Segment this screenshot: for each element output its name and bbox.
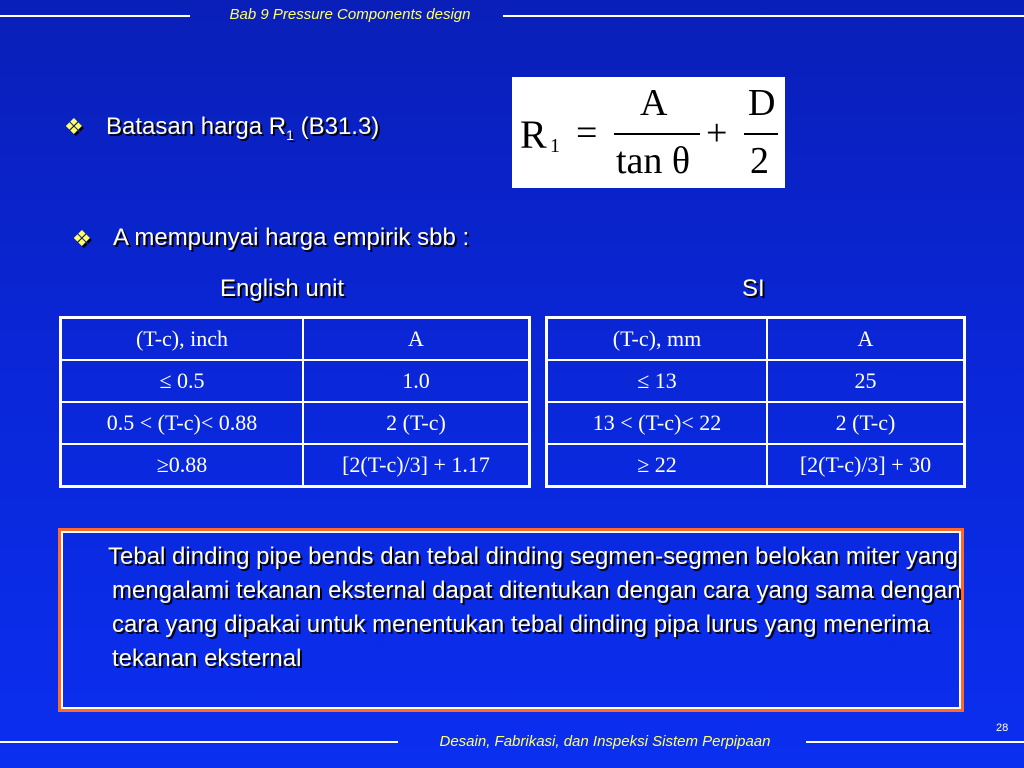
table-header-row bbox=[547, 318, 965, 361]
formula-num2: D bbox=[748, 82, 776, 124]
table-cell: ≥0.88 bbox=[61, 444, 304, 487]
footer-rule-left bbox=[0, 741, 398, 743]
bullet-r1-text: Batasan harga R bbox=[106, 113, 287, 140]
table-cell: [2(T-c)/3] + 30 bbox=[767, 444, 965, 487]
table-cell: 25 bbox=[767, 360, 965, 402]
formula-equals: = bbox=[576, 112, 598, 154]
table-header-cell: (T-c), mm bbox=[547, 318, 768, 361]
table-row bbox=[61, 402, 530, 444]
table-row bbox=[547, 444, 965, 487]
footer-title: Desain, Fabrikasi, dan Inspeksi Sistem Perpipaan bbox=[439, 733, 771, 750]
formula-frac-line-1 bbox=[614, 133, 700, 135]
table-cell: 13 < (T-c)< 22 bbox=[547, 402, 768, 444]
bullet-diamond-icon: ❖ bbox=[72, 226, 92, 251]
formula-den1: tan θ bbox=[616, 140, 691, 182]
bullet-r1-limit bbox=[106, 113, 379, 143]
table-cell: [2(T-c)/3] + 1.17 bbox=[303, 444, 530, 487]
table-header-cell: A bbox=[303, 318, 530, 361]
formula-lhs-sub: 1 bbox=[550, 135, 560, 157]
footer-rule-right bbox=[806, 741, 1024, 743]
table-cell: ≥ 22 bbox=[547, 444, 768, 487]
page-number: 28 bbox=[996, 722, 1009, 734]
note-text: Tebal dinding pipe bends dan tebal dinding segmen-segmen belokan miter yang mengalami tekanan eksternal dapat ditentukan dengan cara yang sama dengan cara yang dipakai untuk menentukan tebal dinding pipa lurus yang menerima tekanan eksternal bbox=[108, 543, 961, 672]
table-cell: 2 (T-c) bbox=[303, 402, 530, 444]
table-cell: ≤ 13 bbox=[547, 360, 768, 402]
formula-lhs: R bbox=[520, 112, 547, 157]
formula-num1: A bbox=[640, 82, 668, 124]
table-cell: 1.0 bbox=[303, 360, 530, 402]
header-title: Bab 9 Pressure Components design bbox=[229, 6, 471, 23]
table-row bbox=[547, 360, 965, 402]
table-header-cell: (T-c), inch bbox=[61, 318, 304, 361]
bullet-a-empirical: A mempunyai harga empirik sbb : bbox=[113, 224, 470, 251]
bullet-diamond-icon: ❖ bbox=[64, 114, 84, 139]
si-unit-table bbox=[545, 316, 966, 488]
header-rule-right bbox=[503, 15, 1024, 17]
bullet-r1-tail: (B31.3) bbox=[293, 113, 380, 140]
si-unit-label: SI bbox=[742, 275, 765, 302]
english-unit-label: English unit bbox=[220, 275, 345, 302]
english-unit-table bbox=[59, 316, 531, 488]
table-row bbox=[547, 402, 965, 444]
table-cell: 2 (T-c) bbox=[767, 402, 965, 444]
table-header-row bbox=[61, 318, 530, 361]
formula-r1 bbox=[512, 77, 785, 188]
formula-plus: + bbox=[706, 112, 728, 154]
table-header-cell: A bbox=[767, 318, 965, 361]
table-cell: 0.5 < (T-c)< 0.88 bbox=[61, 402, 304, 444]
bullet-r1-sub: 1 bbox=[286, 126, 294, 143]
table-row bbox=[61, 444, 530, 487]
table-cell: ≤ 0.5 bbox=[61, 360, 304, 402]
formula-frac-line-2 bbox=[744, 133, 778, 135]
formula-den2: 2 bbox=[750, 140, 769, 182]
table-row bbox=[61, 360, 530, 402]
